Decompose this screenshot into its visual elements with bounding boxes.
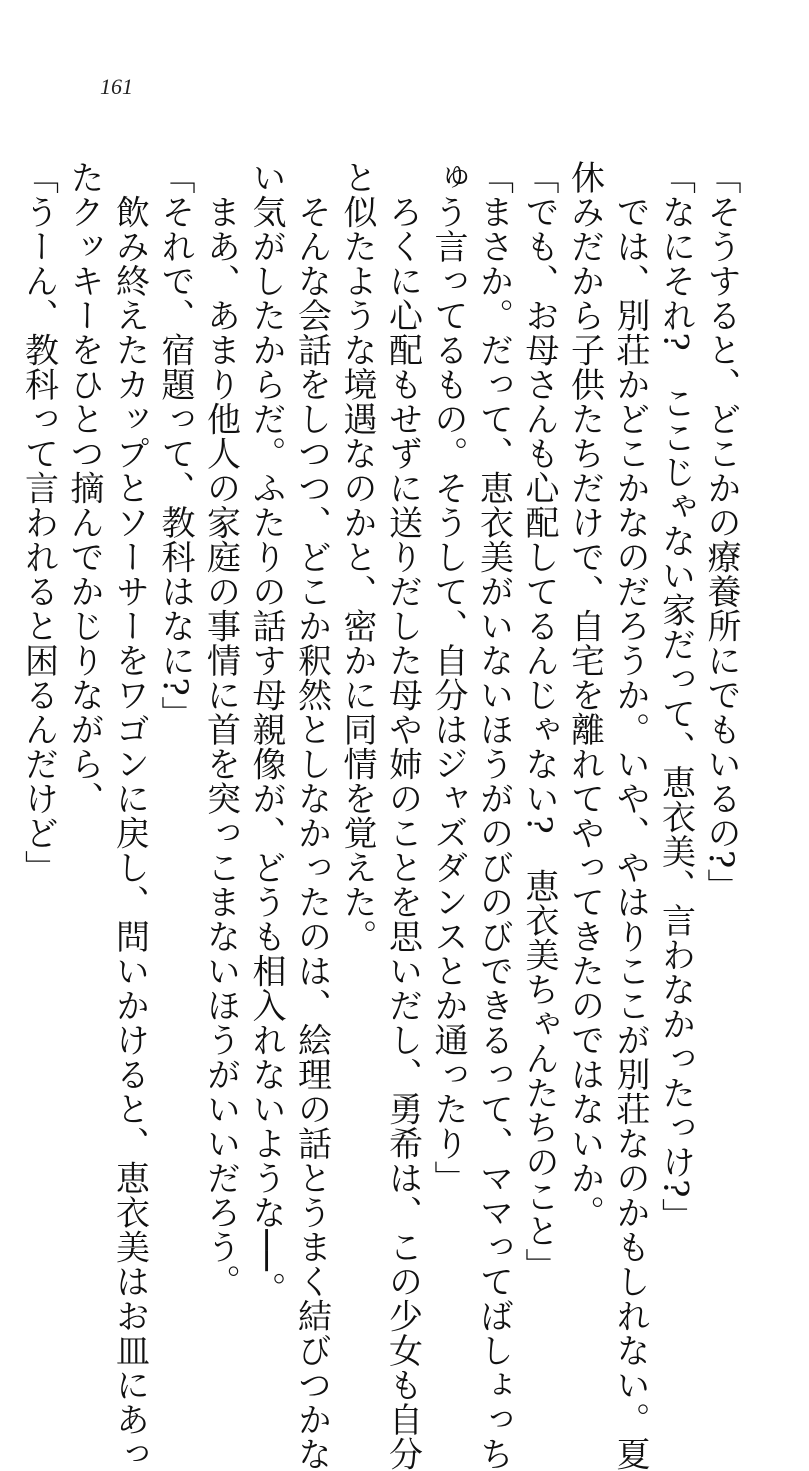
text-line: まあ、あまり他人の家庭の事情に首を突っこまないほうがいいだろう。 — [200, 160, 241, 1299]
text-line: ゅう言ってるもの。そうして、自分はジャズダンスとか通ったり」 — [428, 160, 468, 1195]
text-line: 「うーん、教科って言われると困るんだけど」 — [18, 160, 59, 885]
text-line: 「なにそれ? ここじゃない家だって、恵衣美、言わなかったっけ?」 — [655, 160, 696, 1233]
text-line: では、別荘かどこかなのだろうか。いや、やはりここが別荘なのかもしれない。夏 — [610, 160, 650, 1471]
text-line: と似たような境遇なのかと、密かに同情を覚えた。 — [337, 160, 377, 954]
text-line: 「まさか。だって、恵衣美がいないほうがのびのびできるって、ママってばしょっち — [473, 160, 514, 1471]
text-line: 「そうすると、どこかの療養所にでもいるの?」 — [701, 160, 741, 904]
text-line: 休みだから子供たちだけで、自宅を離れてやってきたのではないか。 — [564, 160, 605, 1230]
text-line: 「でも、お母さんも心配してるんじゃない? 恵衣美ちゃんたちのこと」 — [519, 160, 559, 1283]
text-line: 「それで、宿題って、教科はなに?」 — [155, 160, 195, 731]
vertical-text-body — [15, 160, 743, 1471]
text-line: ろくに心配もせずに送りだした母や姉のことを思いだし、勇希は、この少女も自分 — [382, 160, 423, 1471]
text-line: たクッキーをひとつ摘んでかじりながら、 — [64, 160, 104, 816]
text-line: 飲み終えたカップとソーサーをワゴンに戻し、問いかけると、恵衣美はお皿にあっ — [109, 160, 150, 1471]
text-line: そんな会話をしつつ、どこか釈然としなかったのは、絵理の話とうまく結びつかな — [291, 160, 332, 1471]
text-line: い気がしたからだ。ふたりの話す母親像が、どうも相入れないような──。 — [246, 160, 286, 1306]
page-number: 161 — [100, 74, 133, 99]
